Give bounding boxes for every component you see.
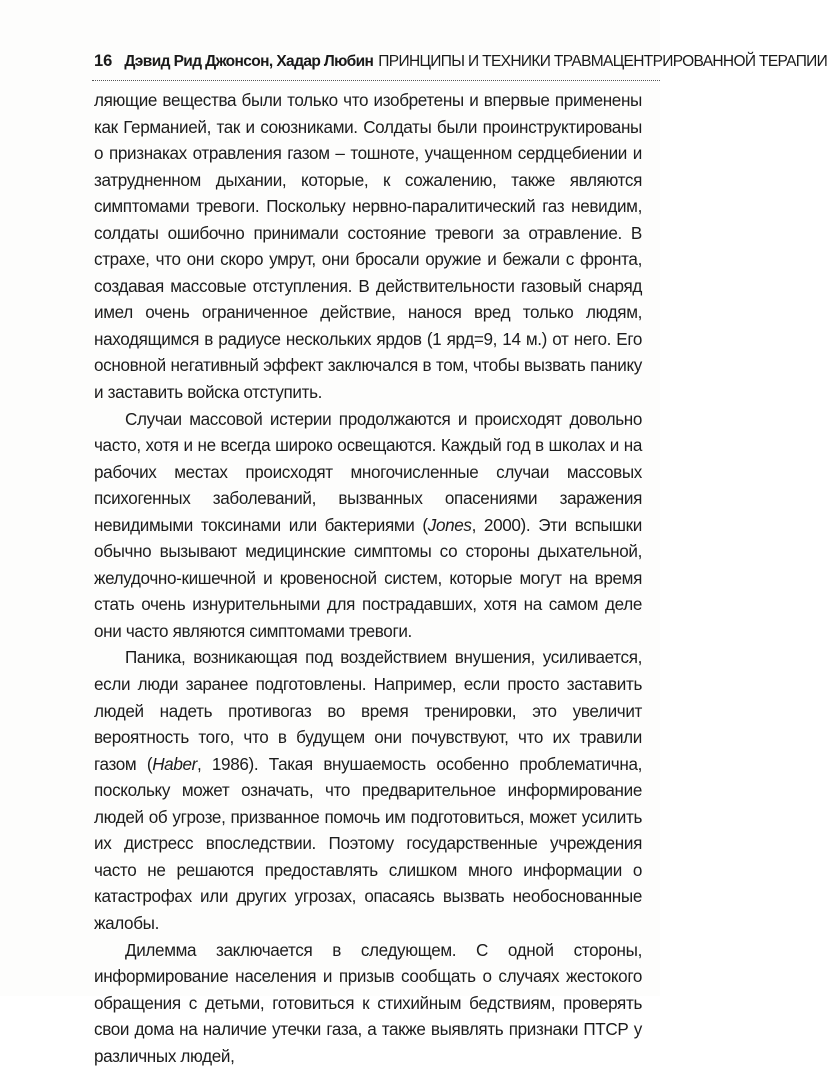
citation-author-jones: Jones	[428, 516, 472, 535]
running-header-book-title: ПРИНЦИПЫ И ТЕХНИКИ ТРАВМАЦЕНТРИРОВАННОЙ ТЕРАПИИ	[378, 53, 827, 70]
paragraph-3-text-after: , 1986). Такая внушаемость особенно проблематична, поскольку может означать, что предварительное информирование людей об угрозе, призванное помочь им подготовиться, может усилить их дистресс впоследствии. Поэтому государственные учреждения часто не решаются предоставлять слишком много информации о катастрофах или других угрозах, опасаясь вызвать необоснованные жалобы.	[94, 755, 642, 933]
paragraph-1: ляющие вещества были только что изобретены и впервые применены как Германией, так и союзниками. Солдаты были проинструктированы о признаках отравления газом – тошноте, учащенном сердцебиении и затрудненном дыхании, которые, к сожалению, также являются симптомами тревоги. Поскольку нервно-паралитический газ невидим, солдаты ошибочно принимали состояние тревоги за отравление. В страхе, что они скоро умрут, они бросали оружие и бежали с фронта, создавая массовые отступления. В действительности газовый снаряд имел очень ограниченное действие, нанося вред только людям, находящимся в радиусе нескольких ярдов (1 ярд=9, 14 м.) от него. Его основной негативный эффект заключался в том, чтобы вызвать панику и заставить войска отступить.	[94, 88, 642, 407]
paragraph-2-text-before: Случаи массовой истерии продолжаются и происходят довольно часто, хотя и не всегда широко освещаются. Каждый год в школах и на рабочих местах происходят многочисленные случаи массовых психогенных заболеваний, вызванных опасениями заражения невидимыми токсинами или бактериями (	[94, 410, 642, 535]
paragraph-3	[94, 645, 642, 937]
paragraph-2	[94, 407, 642, 646]
running-header-authors: Дэвид Рид Джонсон, Хадар Любин	[124, 53, 373, 70]
body-text	[94, 88, 642, 1070]
paragraph-2-text-after: , 2000). Эти вспышки обычно вызывают медицинские симптомы со стороны дыхательной, желудочно-кишечной и кровеносной систем, которые могут на время стать очень изнурительными для пострадавших, хотя на самом деле они часто являются симптомами тревоги.	[94, 516, 642, 641]
paragraph-4: Дилемма заключается в следующем. С одной стороны, информирование населения и призыв сообщать о случаях жестокого обращения с детьми, готовиться к стихийным бедствиям, проверять свои дома на наличие утечки газа, а также выявлять признаки ПТСР у различных людей,	[94, 938, 642, 1070]
header-dotted-rule	[92, 80, 660, 81]
running-header	[94, 52, 660, 74]
paragraph-3-text-before: Паника, возникающая под воздействием внушения, усиливается, если люди заранее подготовлены. Например, если просто заставить людей надеть противогаз во время тренировки, это увеличит вероятность того, что в будущем они почувствуют, что их травили газом (	[94, 648, 642, 773]
citation-author-haber: Haber	[152, 755, 197, 774]
page-number: 16	[94, 52, 112, 70]
